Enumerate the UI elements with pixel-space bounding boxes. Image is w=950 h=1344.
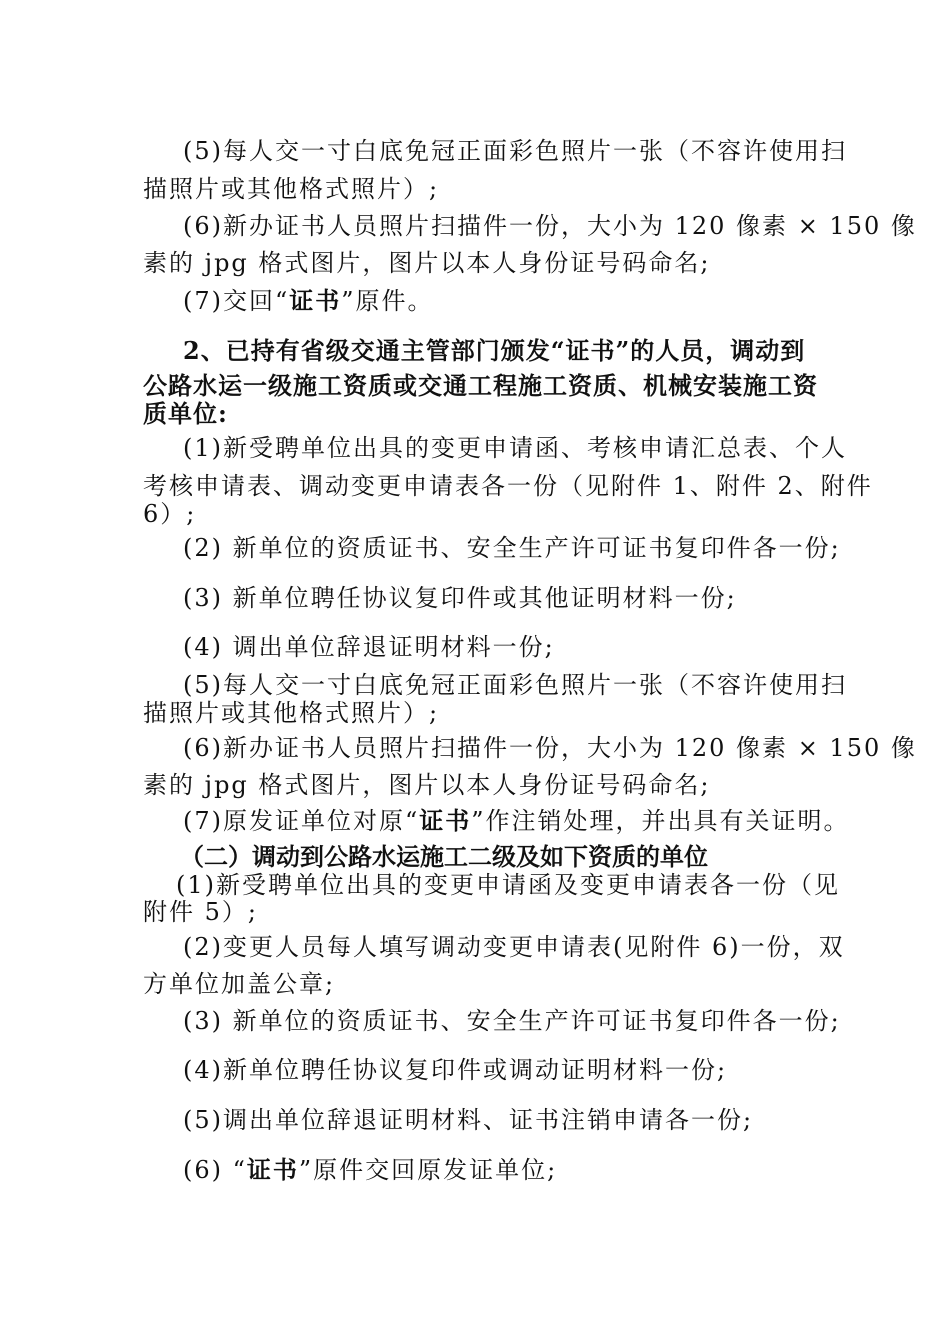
text-line: 方单位加盖公章;	[143, 970, 336, 998]
text-line: 素的 jpg 格式图片，图片以本人身份证号码命名;	[143, 771, 711, 799]
text-segment: (6) “	[183, 1156, 247, 1184]
text-line: (1)新受聘单位出具的变更申请函及变更申请表各一份（见	[176, 871, 840, 899]
text-segment: ”原件交回原发证单位;	[298, 1156, 558, 1184]
text-line	[183, 1155, 557, 1185]
section-heading-line: 质单位:	[143, 399, 228, 428]
bold-term: 证书	[289, 286, 342, 315]
text-line: (5)每人交一寸白底免冠正面彩色照片一张（不容许使用扫	[183, 137, 847, 165]
section-heading-line: 公路水运一级施工资质或交通工程施工资质、机械安装施工资	[143, 371, 818, 400]
text-line: (1)新受聘单位出具的变更申请函、考核申请汇总表、个人	[183, 434, 847, 462]
text-segment: (7)原发证单位对原“	[183, 807, 420, 835]
text-line: (3) 新单位聘任协议复印件或其他证明材料一份;	[183, 584, 737, 612]
bold-term: 证书	[419, 806, 472, 835]
text-line: (5)每人交一寸白底免冠正面彩色照片一张（不容许使用扫	[183, 671, 847, 699]
text-segment: ”作注销处理，并出具有关证明。	[471, 807, 850, 835]
text-line: 6）;	[143, 500, 197, 528]
text-line: (6)新办证书人员照片扫描件一份，大小为 120 像素 × 150 像	[183, 212, 917, 240]
section-heading: （二）调动到公路水运施工二级及如下资质的单位	[180, 842, 708, 871]
text-line: 考核申请表、调动变更申请表各一份（见附件 1、附件 2、附件	[143, 472, 873, 500]
section-heading-line: 2、已持有省级交通主管部门颁发“证书”的人员，调动到	[183, 336, 806, 365]
text-line	[183, 286, 434, 316]
text-line: (5)调出单位辞退证明材料、证书注销申请各一份;	[183, 1106, 754, 1134]
text-line: (4) 调出单位辞退证明材料一份;	[183, 633, 555, 661]
text-line	[183, 806, 850, 836]
bold-term: 证书	[246, 1155, 299, 1184]
text-line: (3) 新单位的资质证书、安全生产许可证书复印件各一份;	[183, 1007, 841, 1035]
text-line: (2)变更人员每人填写调动变更申请表(见附件 6)一份，双	[183, 933, 845, 961]
text-line: 描照片或其他格式照片）;	[143, 175, 440, 203]
text-line: (6)新办证书人员照片扫描件一份，大小为 120 像素 × 150 像	[183, 734, 917, 762]
text-line: (2) 新单位的资质证书、安全生产许可证书复印件各一份;	[183, 534, 841, 562]
text-segment: (7)交回“	[183, 287, 290, 315]
text-line: (4)新单位聘任协议复印件或调动证明材料一份;	[183, 1056, 728, 1084]
text-line: 描照片或其他格式照片）;	[143, 699, 440, 727]
text-segment: ”原件。	[341, 287, 434, 315]
text-line: 素的 jpg 格式图片，图片以本人身份证号码命名;	[143, 249, 711, 277]
text-line: 附件 5）;	[143, 898, 258, 926]
